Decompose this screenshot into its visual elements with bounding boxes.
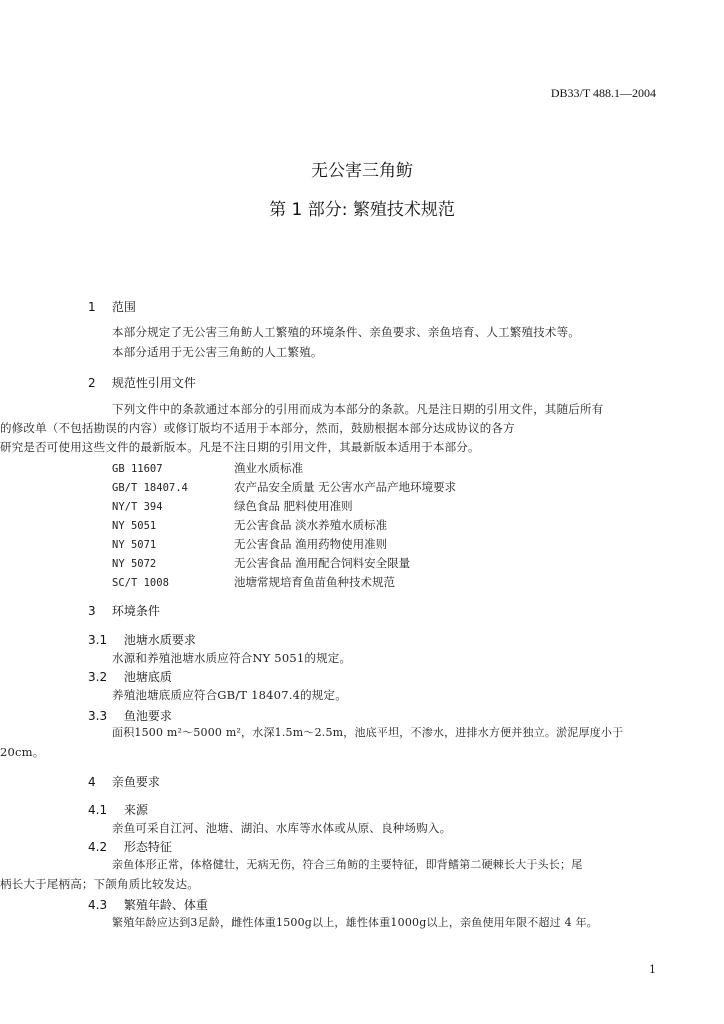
subsection-heading xyxy=(88,896,208,913)
paragraph-text: 亲鱼体形正常，体格健壮，无病无伤，符合三角鲂的主要特征，即背鳍第二硬棘长大于头长；尾 xyxy=(112,858,583,871)
paragraph-text: 亲鱼可采自江河、池塘、湖泊、水库等水体或从原、良种场购入。 xyxy=(112,821,452,835)
subsection-number: 4.1 xyxy=(88,803,108,817)
reference-item xyxy=(112,460,303,476)
paragraph xyxy=(88,819,656,837)
reference-code: GB/T 18407.4 xyxy=(112,482,188,494)
subsection-heading xyxy=(88,668,172,685)
reference-title: 农产品安全质量 无公害水产品产地环境要求 xyxy=(234,480,457,494)
paragraph-text: 水源和养殖池塘水质应符合NY 5051的规定。 xyxy=(112,651,352,665)
section-heading xyxy=(88,374,196,391)
page-number: 1 xyxy=(649,963,656,976)
paragraph xyxy=(88,724,656,742)
section-heading xyxy=(88,298,136,315)
subsection-number: 3.3 xyxy=(88,709,108,723)
paragraph-continuation xyxy=(0,743,656,761)
paragraph xyxy=(88,856,656,874)
paragraph-text: 研究是否可使用这些文件的最新版本。凡是不注日期的引用文件，其最新版本适用于本部分。 xyxy=(0,440,480,454)
reference-title: 渔业水质标准 xyxy=(234,461,303,475)
section-title: 环境条件 xyxy=(111,604,160,618)
paragraph xyxy=(88,914,656,932)
section-number: 4 xyxy=(88,775,96,789)
paragraph-text: 繁殖年龄应达到3足龄，雌性体重1500g以上，雄性体重1000g以上，亲鱼使用年限不超过 4 年。 xyxy=(112,916,598,929)
paragraph-text: 柄长大于尾柄高；下颌角质比较发达。 xyxy=(0,877,199,891)
document-title: 无公害三角鲂 xyxy=(311,161,413,181)
paragraph-text: 本部分规定了无公害三角鲂人工繁殖的环境条件、亲鱼要求、亲鱼培育、人工繁殖技术等。 xyxy=(112,325,580,339)
document-code: DB33/T 488.1—2004 xyxy=(550,86,656,100)
reference-code: SC/T 1008 xyxy=(112,577,169,589)
paragraph xyxy=(88,686,656,704)
reference-title: 无公害食品 渔用配合饲料安全限量 xyxy=(234,556,411,570)
paragraph xyxy=(88,323,656,341)
section-title: 亲鱼要求 xyxy=(111,775,160,789)
reference-code: NY/T 394 xyxy=(112,501,163,513)
reference-title: 无公害食品 淡水养殖水质标准 xyxy=(234,518,388,532)
paragraph-text: 本部分适用于无公害三角鲂的人工繁殖。 xyxy=(112,345,323,359)
subsection-title: 鱼池要求 xyxy=(123,709,172,723)
paragraph-continuation xyxy=(0,875,656,893)
document-subtitle: 第 1 部分: 繁殖技术规范 xyxy=(269,200,455,220)
reference-item xyxy=(112,517,387,533)
subsection-heading xyxy=(88,631,196,648)
paragraph-text: 面积1500 m²～5000 m²，水深1.5m～2.5m，池底平坦，不渗水，进排水方便并独立。淤泥厚度小于 xyxy=(112,726,624,739)
reference-title: 池塘常规培育鱼苗鱼种技术规范 xyxy=(234,575,395,589)
reference-code: GB 11607 xyxy=(112,463,163,475)
subsection-number: 3.1 xyxy=(88,633,108,647)
section-title: 规范性引用文件 xyxy=(111,376,196,390)
reference-item xyxy=(112,574,395,590)
section-number: 3 xyxy=(88,604,96,618)
reference-item xyxy=(112,498,353,514)
subsection-title: 池塘底质 xyxy=(123,670,172,684)
subsection-heading xyxy=(88,707,172,724)
reference-title: 无公害食品 渔用药物使用准则 xyxy=(234,537,388,551)
subsection-heading xyxy=(88,801,148,818)
paragraph-continuation xyxy=(0,438,656,456)
section-heading xyxy=(88,773,160,790)
subsection-number: 4.3 xyxy=(88,898,108,912)
section-number: 2 xyxy=(88,376,96,390)
section-title: 范围 xyxy=(111,300,136,314)
section-heading xyxy=(88,602,160,619)
subsection-title: 池塘水质要求 xyxy=(123,633,196,647)
paragraph-text: 20cm。 xyxy=(0,745,45,759)
subsection-heading xyxy=(88,838,172,855)
subsection-title: 形态特征 xyxy=(123,840,172,854)
reference-code: NY 5072 xyxy=(112,558,157,570)
paragraph xyxy=(88,343,656,361)
reference-item xyxy=(112,479,456,495)
paragraph-continuation xyxy=(0,419,656,437)
reference-item xyxy=(112,555,410,571)
subsection-number: 4.2 xyxy=(88,840,108,854)
paragraph-text: 养殖池塘底质应符合GB/T 18407.4的规定。 xyxy=(112,688,347,702)
reference-code: NY 5051 xyxy=(112,520,157,532)
reference-title: 绿色食品 肥料使用准则 xyxy=(234,499,353,513)
subsection-title: 来源 xyxy=(123,803,148,817)
paragraph-text: 下列文件中的条款通过本部分的引用而成为本部分的条款。凡是注日期的引用文件，其随后所有 xyxy=(112,402,604,416)
section-number: 1 xyxy=(88,300,96,314)
paragraph xyxy=(88,649,656,667)
paragraph-text: 的修改单（不包括勘误的内容）或修订版均不适用于本部分，然而，鼓励根据本部分达成协议的各方 xyxy=(0,421,515,435)
reference-item xyxy=(112,536,387,552)
paragraph xyxy=(0,400,656,418)
subsection-number: 3.2 xyxy=(88,670,108,684)
reference-code: NY 5071 xyxy=(112,539,157,551)
subsection-title: 繁殖年龄、体重 xyxy=(123,898,208,912)
